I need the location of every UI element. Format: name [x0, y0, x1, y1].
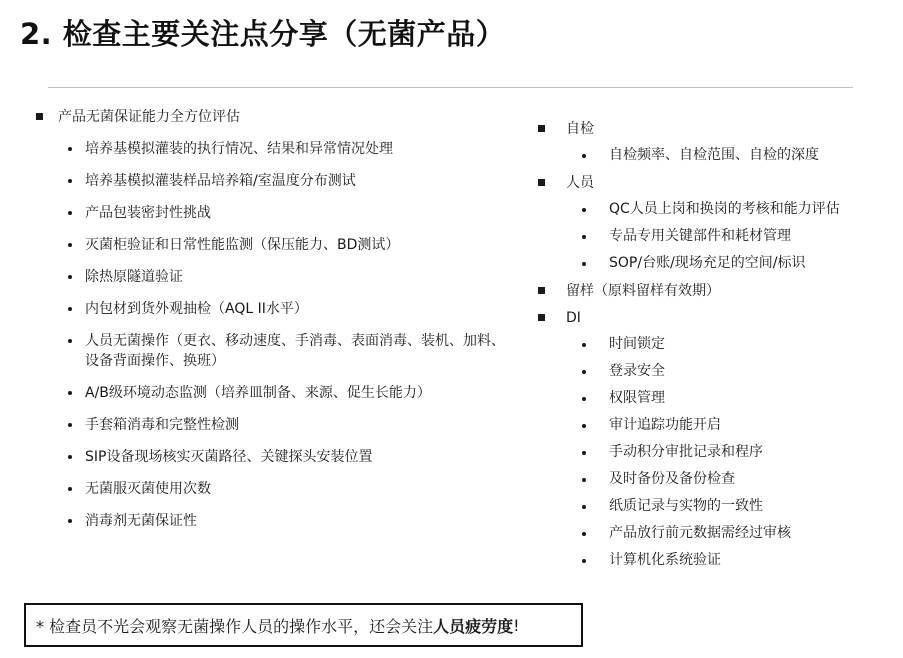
round-bullet-icon: [68, 455, 72, 459]
list-item: 计算机化系统验证: [538, 547, 883, 574]
list-item: 产品放行前元数据需经过审核: [538, 520, 883, 547]
round-bullet-icon: [582, 451, 586, 455]
list-item: 消毒剂无菌保证性: [34, 511, 534, 531]
round-bullet-icon: [582, 559, 586, 563]
round-bullet-icon: [68, 243, 72, 247]
note-emphasis: 人员疲劳度: [433, 616, 514, 636]
left-column: [34, 107, 534, 531]
round-bullet-icon: [582, 424, 586, 428]
round-bullet-icon: [582, 343, 586, 347]
list-item: SIP设备现场核实灭菌路径、关键探头安装位置: [34, 447, 534, 467]
list-item: 培养基模拟灌装样品培养箱/室温度分布测试: [34, 171, 534, 191]
right-column: [538, 115, 883, 574]
note-text: * 检查员不光会观察无菌操作人员的操作水平，还会关注: [36, 616, 434, 636]
round-bullet-icon: [68, 339, 72, 343]
round-bullet-icon: [582, 532, 586, 536]
note-suffix: !: [513, 615, 520, 635]
square-bullet-icon: [538, 125, 545, 132]
list-item: 除热原隧道验证: [34, 267, 534, 287]
list-item: 无菌服灭菌使用次数: [34, 479, 534, 499]
round-bullet-icon: [582, 154, 586, 158]
list-item: 时间锁定: [538, 331, 883, 358]
round-bullet-icon: [582, 505, 586, 509]
list-item: 手套箱消毒和完整性检测: [34, 415, 534, 435]
square-bullet-icon: [538, 179, 545, 186]
section-heading-self-check: 自检: [538, 115, 883, 142]
round-bullet-icon: [68, 307, 72, 311]
round-bullet-icon: [68, 211, 72, 215]
list-item: SOP/台账/现场充足的空间/标识: [538, 250, 883, 277]
round-bullet-icon: [582, 235, 586, 239]
square-bullet-icon: [538, 287, 545, 294]
square-bullet-icon: [538, 314, 545, 321]
list-item: 内包材到货外观抽检（AQL II水平）: [34, 299, 534, 319]
list-item: 权限管理: [538, 385, 883, 412]
round-bullet-icon: [68, 275, 72, 279]
section-heading-label: 产品无菌保证能力全方位评估: [58, 109, 240, 125]
section-heading-personnel: 人员: [538, 169, 883, 196]
title-divider: [48, 87, 853, 88]
round-bullet-icon: [582, 208, 586, 212]
list-item: 手动积分审批记录和程序: [538, 439, 883, 466]
round-bullet-icon: [68, 391, 72, 395]
round-bullet-icon: [68, 519, 72, 523]
round-bullet-icon: [68, 147, 72, 151]
list-item: 及时备份及备份检查: [538, 466, 883, 493]
square-bullet-icon: [36, 113, 43, 120]
list-item: A/B级环境动态监测（培养皿制备、来源、促生长能力）: [34, 383, 534, 403]
fatigue-note-box: [24, 603, 583, 647]
round-bullet-icon: [582, 262, 586, 266]
list-item: 人员无菌操作（更衣、移动速度、手消毒、表面消毒、装机、加料、 设备背面操作、换班）: [34, 331, 534, 371]
list-item: 灭菌柜验证和日常性能监测（保压能力、BD测试）: [34, 235, 534, 255]
section-heading-data-integrity: DI: [538, 304, 883, 331]
list-item: 自检频率、自检范围、自检的深度: [538, 142, 883, 169]
round-bullet-icon: [68, 179, 72, 183]
list-item: 产品包装密封性挑战: [34, 203, 534, 223]
list-item: 纸质记录与实物的一致性: [538, 493, 883, 520]
round-bullet-icon: [582, 397, 586, 401]
list-item: QC人员上岗和换岗的考核和能力评估: [538, 196, 883, 223]
section-heading-retention-samples: 留样（原料留样有效期）: [538, 277, 883, 304]
list-item: 培养基模拟灌装的执行情况、结果和异常情况处理: [34, 139, 534, 159]
page-title: 2. 检查主要关注点分享（无菌产品）: [20, 17, 506, 51]
list-item: 审计追踪功能开启: [538, 412, 883, 439]
list-item: 登录安全: [538, 358, 883, 385]
round-bullet-icon: [582, 478, 586, 482]
section-heading-sterility-assurance: [34, 107, 534, 127]
round-bullet-icon: [68, 487, 72, 491]
round-bullet-icon: [582, 370, 586, 374]
round-bullet-icon: [68, 423, 72, 427]
list-item: 专品专用关键部件和耗材管理: [538, 223, 883, 250]
